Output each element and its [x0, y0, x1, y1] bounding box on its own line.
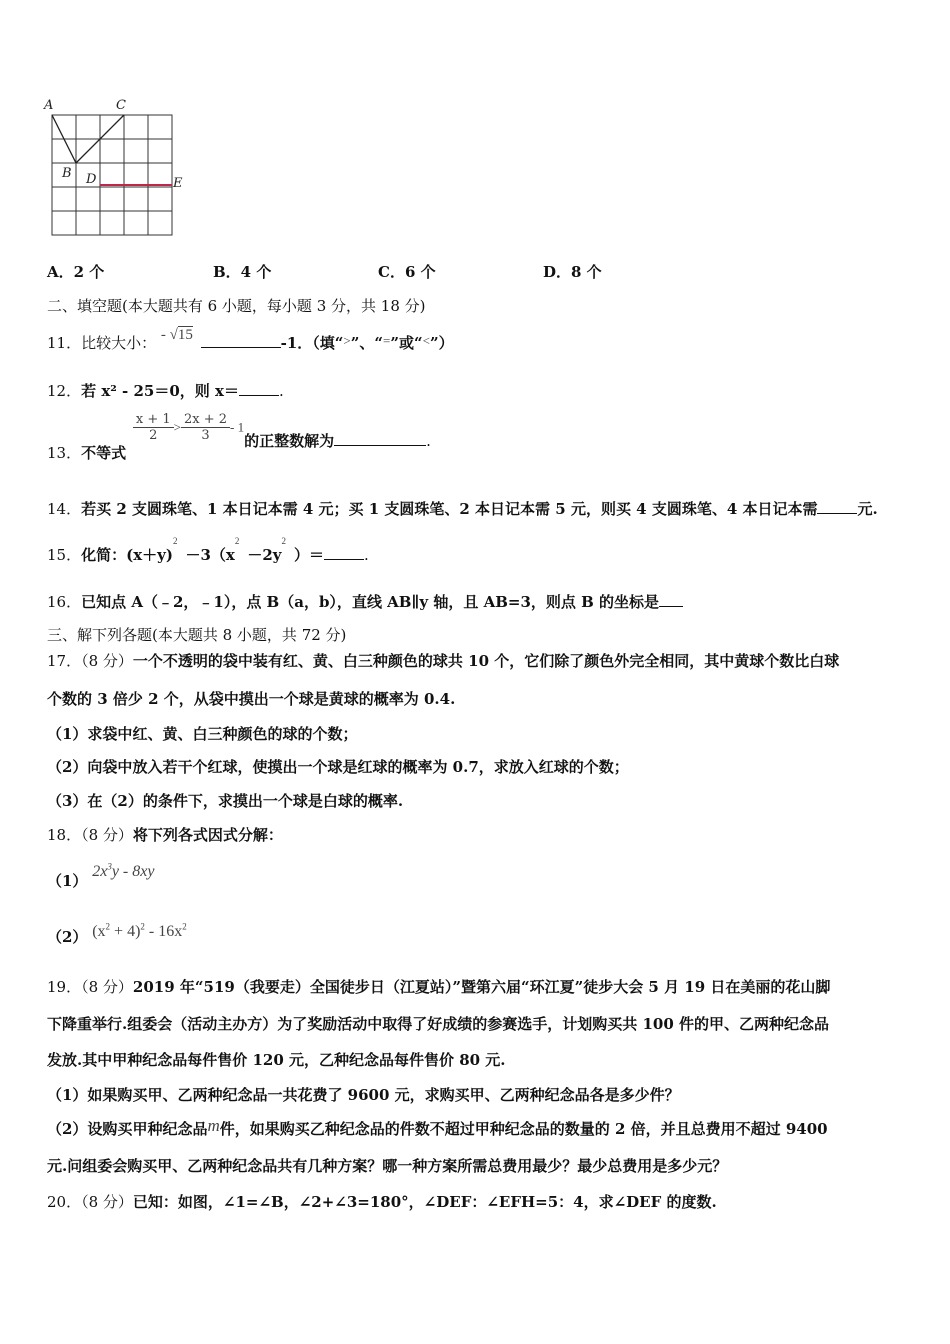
q13-end: . — [426, 431, 431, 450]
q14-text: 若买 2 支圆珠笔、1 本日记本需 4 元；买 1 支圆珠笔、2 本日记本需 5 元，则买 4 支圆珠笔、4 本日记本需 — [81, 500, 818, 518]
q18-score: （8 分） — [81, 826, 133, 844]
label-d: D — [86, 172, 97, 187]
q15-mid2: －2y — [247, 546, 282, 564]
q13-prefix: 不等式 — [81, 443, 127, 462]
q11-or: ”或“ — [390, 334, 423, 352]
q16-text: 已知点 A（﹣2，﹣1），点 B（a，b），直线 AB∥y 轴，且 AB=3，则点 B 的坐标是 — [81, 593, 660, 611]
q18-p1-label: （1） — [47, 872, 88, 890]
q20-number: 20． — [47, 1193, 82, 1211]
question-18 — [47, 824, 283, 845]
question-15 — [47, 536, 369, 565]
q18-part-1 — [47, 860, 155, 890]
q18-p2-label: （2） — [47, 928, 88, 946]
q19-part-1: （1）如果购买甲、乙两种纪念品一共花费了 9600 元，求购买甲、乙两种纪念品各是多少件？ — [47, 1086, 680, 1104]
section-3-heading: 三、解下列各题(本大题共 8 小题，共 72 分) — [47, 626, 347, 644]
q17-part-1: （1）求袋中红、黄、白三种颜色的球的个数； — [47, 725, 358, 743]
q20-score: （8 分） — [81, 1193, 133, 1211]
q19-number: 19． — [47, 978, 82, 996]
label-c: C — [116, 98, 126, 113]
question-14 — [47, 498, 878, 519]
question-17-line-1 — [47, 650, 839, 671]
q11-radicand: 15 — [177, 327, 193, 343]
option-a: A．2 个 — [47, 263, 105, 281]
q12-number: 12． — [47, 382, 82, 400]
q13-suffix: 的正整数解为 — [244, 431, 335, 450]
q15-prefix: 化简：(x＋y) — [81, 546, 173, 564]
option-c: C．6 个 — [378, 263, 436, 281]
q15-number: 15． — [47, 546, 82, 564]
option-b: B．4 个 — [213, 263, 272, 281]
q13-fraction-2: $\frac{2x + 2}{3}$ — [181, 412, 230, 443]
q11-lt: < — [422, 333, 430, 348]
q19-line1: 2019 年“519（我要走）全国徒步日（江夏站）”暨第六届“环江夏”徒步大会 5 月 19 日在美丽的花山脚 — [132, 978, 831, 996]
q19-score: （8 分） — [81, 978, 133, 996]
q11-minus: - — [160, 327, 166, 343]
q17-score: （8 分） — [81, 652, 133, 670]
label-a: A — [44, 98, 54, 113]
q11-prefix: 比较大小： — [81, 334, 157, 352]
q15-mid: －3（x — [185, 546, 235, 564]
q14-end: 元. — [857, 500, 878, 518]
q11-number: 11． — [47, 334, 82, 352]
q17-part-2: （2）向袋中放入若干个红球，使摸出一个球是红球的概率为 0.7，求放入红球的个数； — [47, 758, 629, 776]
q14-answer-blank[interactable] — [817, 513, 857, 514]
q15-tail: . — [364, 546, 369, 564]
label-e: E — [173, 176, 183, 191]
question-16 — [47, 591, 683, 612]
q15-sup1: 2 — [172, 536, 178, 546]
question-12 — [47, 380, 284, 401]
question-13 — [47, 412, 431, 462]
q19-part-2: （2）设购买甲种纪念品m件，如果购买乙种纪念品的件数不超过甲种纪念品的数量的 2 倍，并且总费用不超过 9400 — [47, 1116, 828, 1138]
q12-end: . — [278, 382, 284, 400]
section-2-heading: 二、填空题(本大题共有 6 小题，每小题 3 分，共 18 分) — [47, 297, 426, 315]
q12-answer-blank[interactable] — [239, 395, 279, 396]
label-b: B — [62, 166, 72, 181]
q12-text: 若 x² - 25＝0，则 x＝ — [81, 382, 239, 400]
q17-number: 17． — [47, 652, 82, 670]
q16-number: 16． — [47, 593, 82, 611]
q13-answer-blank[interactable] — [334, 445, 426, 446]
q18-number: 18． — [47, 826, 82, 844]
q19-part-2-line-2: 元.问组委会购买甲、乙两种纪念品共有几种方案？哪一种方案所需总费用最少？最少总费用是多少元？ — [47, 1157, 728, 1175]
q18-p1-expression: $2x^3y - 8xy$ — [92, 861, 155, 880]
question-11: 11．比较大小： - √15 -1．（填“>”、“=”或“<”） — [47, 327, 454, 352]
q11-eq: = — [383, 333, 391, 348]
grid-figure — [40, 94, 200, 239]
q17-line1: 一个不透明的袋中装有红、黄、白三种颜色的球共 10 个，它们除了颜色外完全相同，其中黄球个数比白球 — [132, 652, 840, 670]
q16-answer-blank[interactable] — [659, 606, 683, 607]
q15-answer-blank[interactable] — [324, 559, 364, 560]
q11-suffix: -1．（填“ — [280, 334, 344, 352]
q11-sep1: ”、“ — [350, 334, 384, 352]
q14-number: 14． — [47, 500, 82, 518]
q13-minus-one: - 1 — [230, 419, 245, 435]
q19-line2: 下降重举行.组委会（活动主办方）为了奖励活动中取得了好成绩的参赛选手，计划购买共 100 件的甲、乙两种纪念品 — [47, 1015, 829, 1033]
q20-text: 已知：如图，∠1=∠B，∠2+∠3=180°，∠DEF：∠EFH=5：4，求∠DEF 的度数. — [132, 1193, 717, 1211]
q13-fraction-1: $\frac{x + 1}{2}$ — [133, 412, 174, 443]
q19-variable-m: m — [207, 1116, 220, 1135]
q18-p2-expression: $(x^2 + 4)^2 - 16x^2$ — [92, 921, 187, 940]
q18-part-2 — [47, 920, 187, 946]
q13-number: 13． — [47, 443, 82, 462]
q11-answer-blank[interactable] — [201, 347, 281, 348]
q19-line3: 发放.其中甲种纪念品每件售价 120 元，乙种纪念品每件售价 80 元. — [47, 1051, 506, 1069]
q11-gt: > — [343, 333, 351, 348]
q13-gt: > — [173, 419, 181, 435]
q18-text: 将下列各式因式分解： — [132, 826, 283, 844]
q15-end: ）＝ — [294, 546, 325, 564]
q17-line2: 个数的 3 倍少 2 个，从袋中摸出一个球是黄球的概率为 0.4. — [47, 690, 456, 708]
question-20 — [47, 1191, 717, 1212]
option-d: D．8 个 — [543, 263, 602, 281]
question-19-line-1 — [47, 976, 830, 997]
q15-sup3: 2 — [281, 536, 286, 546]
q11-end: ”） — [429, 334, 454, 352]
q17-part-3: （3）在（2）的条件下，求摸出一个球是白球的概率. — [47, 792, 404, 810]
q15-sup2: 2 — [234, 536, 240, 546]
